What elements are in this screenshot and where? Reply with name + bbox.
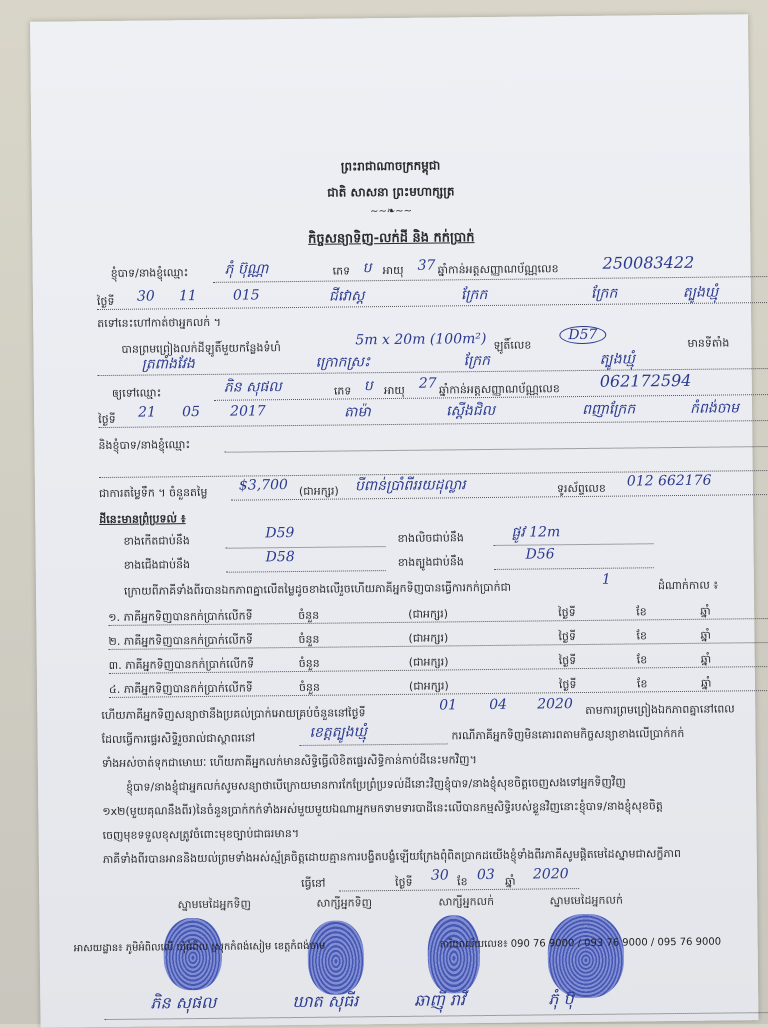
boundary-line-1 [226, 546, 386, 549]
buyer1-label: ឲ្យទៅឈ្មោះ [111, 386, 162, 400]
land-province: ត្បូងឃ្មុំ [599, 351, 635, 368]
signature-name: ភុំ ប៊ុ [548, 989, 574, 1009]
commitment-line1a: ហើយភាគីអ្នកទិញសន្យាថានឹងប្រគល់ប្រាក់អោយគ្រប់ចំនួននៅថ្ងៃទី [101, 706, 366, 723]
thumbprint-seller-witness [427, 915, 480, 994]
thumbprint-buyer-witness [307, 920, 364, 995]
payment-row-date-label: ថ្ងៃទី [558, 678, 577, 692]
commitment-year: 2020 [537, 696, 573, 713]
seller-sex-label: ភេទ [332, 264, 351, 278]
payment-count-suffix: ដំណាក់កាល ៖ [657, 578, 719, 593]
seller-name-label: ខ្ញុំបាទ/នាងខ្ញុំឈ្មោះ [110, 266, 189, 280]
seller-extra: តទៅនេះហៅកាត់ថាអ្នកលក់ ។ [97, 315, 222, 331]
payment-row-month-label: ខែ [636, 677, 648, 691]
commitment-place-line [300, 743, 448, 746]
payment-intro: ក្រោយពីភាគីទាំងពីរបានឯកភាពគ្នាលើតម្លៃដូចខាងលើរួចហើយភាគីអ្នកទិញបានធ្វើការកក់ប្រាក់ជា [123, 580, 512, 598]
payment-row-amount-label: ចំនួន [298, 656, 320, 670]
payment-row-amount-label: ចំនួន [298, 608, 320, 622]
boundaries-title: ដីនេះមានព្រំប្រទល់ ៖ [99, 512, 186, 527]
payment-row-label: ១. ភាគីអ្នកទិញបានកក់ប្រាក់លើកទី [108, 609, 253, 624]
contract-document [30, 14, 758, 1027]
commitment-line1b: តាមការព្រមព្រៀងឯកភាពគ្នានៅពេល [585, 702, 735, 717]
seller-age-label: អាយុ [382, 263, 404, 278]
buyer1-dob-month: 05 [182, 404, 201, 421]
land-lot: D57 [559, 326, 606, 344]
seller-dob-day: 30 [136, 288, 155, 305]
price-label: ជាការតម្លៃទឹក ។ ចំនួនតម្លៃ [98, 485, 208, 501]
date-prefix: ធ្វើនៅ [300, 876, 326, 890]
payment-row-label: ២. ភាគីអ្នកទិញបានកក់ប្រាក់លើកទី [108, 633, 253, 648]
date-month-label: ខែ [456, 875, 468, 889]
signature-label: សាក្សីអ្នកទិញ [316, 896, 373, 910]
footer-address: អាសយដ្ឋាន៖ ភូមិអំពិលលើ ឃុំអំពិល ស្រុកកំពង់សៀម ខេត្តកំពង់ចាម [73, 940, 326, 955]
seller-id: 250083422 [602, 252, 695, 273]
payment-row-amount-label: ចំនួន [298, 632, 320, 646]
payment-row-month-label: ខែ [636, 629, 648, 643]
buyer1-dob-label: ថ្ងៃទី [98, 412, 116, 427]
kingdom-heading: ព្រះរាជាណាចក្រកម្ពុជា [340, 158, 441, 174]
payment-count: 1 [601, 571, 611, 588]
boundary-north: D58 [265, 549, 295, 566]
land-district: ក្រែក [463, 352, 491, 370]
date-day: 30 [430, 867, 449, 884]
payment-row-date-label: ថ្ងៃទី [558, 630, 577, 644]
date-day-label: ថ្ងៃទី [394, 875, 413, 889]
payment-row-label: ៣. ភាគីអ្នកទិញបានកក់ប្រាក់លើកទី [108, 657, 255, 672]
buyer1-address-line [98, 420, 768, 428]
buyer2-label: និងខ្ញុំបាទ/នាងខ្ញុំឈ្មោះ [98, 438, 191, 453]
buyer2-name-line [225, 446, 768, 453]
payment-row-year-label: ឆ្នាំ [700, 676, 712, 690]
ornament: ~~❧~~ [370, 205, 413, 218]
boundary-line-4 [494, 567, 654, 570]
document-title: កិច្ចសន្យាទិញ-លក់ដី និង កក់ប្រាក់ [308, 230, 475, 247]
price-phone-label: ទូរស័ព្ទលេខ [556, 481, 606, 496]
boundary-west: ផ្លូវ 12m [511, 524, 561, 541]
boundary-east: D59 [265, 525, 295, 542]
payment-row-words-label: (ជាអក្សរ) [408, 679, 449, 693]
price-words: បីពាន់ប្រាំពីររយដុល្លារ [354, 477, 466, 495]
commitment-para2-1: ខ្ញុំបាទ/នាងខ្ញុំជាអ្នកលក់សូមសន្យាថាបើក្រោយមានការកែប្រែព្រំប្រទល់ដីនោះវិញខ្ញុំបាទ/នាងខ្ញុំសុខចិត្តចេញសងទៅអ្នកទិញវិញ [125, 775, 626, 794]
buyer1-village: តាម៉ា [344, 404, 371, 421]
commitment-para2-2: ១x២(មួយគុណនឹងពីរ)នៃចំនួនប្រាក់កក់ទាំងអស់មួយមួយឯណាអ្នកមកទាមទារបាដីនេះលើបានកម្មសិទ្ធិរបស់ខ្លួនវិញនោះខ្ញុំបាទ/នាងខ្ញុំសុខចិត្ត [102, 799, 663, 819]
buyer1-commune: ស្ដើងជិល [446, 402, 496, 420]
signature-name: ឆាញ៉ី រាវី [414, 990, 466, 1010]
boundary-south-label: ខាងត្បូងជាប់នឹង [397, 555, 464, 569]
boundary-north-label: ខាងជើងជាប់នឹង [123, 558, 191, 572]
boundary-west-label: ខាងលិចជាប់នឹង [397, 531, 464, 545]
seller-village: ជីវោស្ត [328, 288, 365, 305]
payment-row-words-label: (ជាអក្សរ) [408, 607, 449, 621]
payment-row-label: ៤. ភាគីអ្នកទិញបានកក់ប្រាក់លើកទី [108, 681, 253, 696]
seller-commune: ក្រែក [460, 286, 488, 304]
seller-dob-label: ថ្ងៃទី [96, 294, 115, 309]
commitment-para2-3: ចេញមុខទទួលខុសត្រូវចំពោះមុខច្បាប់ជាធរមាន។ [102, 826, 300, 843]
commitment-line2b: ករណីភាគីអ្នកទិញមិនគោរពតាមកិច្ចសន្យាខាងលើប្រាក់កក់ [451, 726, 685, 743]
buyer1-age: 27 [418, 375, 437, 392]
commitment-line3: ទាំងអស់ចាត់ទុកជាមោឃៈ ហើយភាគីអ្នកលក់មានសិទ្ធិធ្វើលិខិតផ្ទេរសិទ្ធិកាន់កាប់ដីនេះមកវិញ។ [101, 753, 477, 771]
payment-row-year-label: ឆ្នាំ [700, 652, 712, 666]
buyer1-sex-label: ភេទ [333, 384, 352, 398]
land-intro: បានព្រមព្រៀងលក់ដីឡូតិ៍មួយកន្លែងទំហំ [121, 341, 281, 356]
seller-dob-month: 11 [178, 288, 197, 305]
seller-name: ភុំ ប៊ុណ្ណា [224, 261, 269, 278]
payment-row-words-label: (ជាអក្សរ) [408, 655, 449, 669]
land-location-label: មានទីតាំង [687, 336, 730, 350]
payment-row-date-label: ថ្ងៃទី [558, 654, 577, 668]
footer-phones: ការិយាល័យលេខ៖ 090 76 9000 / 093 76 9000 / 095 76 9000 [439, 936, 722, 951]
price-words-label: (ជាអក្សរ) [298, 484, 339, 498]
boundary-south: D56 [525, 546, 555, 563]
buyer1-district: ពញាក្រែក [582, 401, 636, 418]
land-lot-label: ឡូតិ៍លេខ [493, 338, 532, 352]
buyer1-name: ភិន សុផល [223, 379, 282, 396]
motto-heading: ជាតិ សាសនា ព្រះមហាក្សត្រ [327, 184, 455, 200]
signature-label: ស្នាមមេដៃអ្នកលក់ [549, 893, 623, 908]
date-month: 03 [476, 866, 495, 884]
date-year-label: ឆ្នាំ [504, 874, 516, 888]
seller-id-label: ឆ្នាំកាន់អត្តសញ្ញាណប័ណ្ណលេខ [437, 262, 559, 277]
buyer1-province: កំពង់ចាម [690, 400, 740, 417]
boundary-east-label: ខាងកើតជាប់នឹង [123, 534, 190, 548]
seller-age: 37 [417, 257, 436, 274]
commitment-para3: ភាគីទាំងពីរបានអាននិងយល់ព្រមទាំងអស់ស្ម័គ្រចិត្តដោយគ្មានការបង្ខិតបង្ខំឡើយក្រែងពុំពិតប្រាកដយើងខ្ញុំទាំងពីរភាគីសូមផ្តិតមេដៃស្នាមជាសក្ខីភាព [102, 846, 681, 867]
payment-row-month-label: ខែ [636, 605, 647, 619]
payment-row-words-label: (ជាអក្សរ) [408, 631, 449, 645]
seller-dob-year: 015 [232, 287, 260, 304]
payment-row-month-label: ខែ [636, 653, 648, 667]
seller-address-line [97, 302, 768, 310]
land-village: ត្រពាំងវែង [141, 356, 195, 373]
seller-district: ក្រែក [590, 285, 618, 302]
boundary-line-3 [226, 570, 386, 573]
seller-sex: ប [362, 260, 372, 277]
thumbprint-seller [547, 914, 624, 999]
signature-label: សាក្សីអ្នកលក់ [438, 894, 495, 909]
commitment-day: 01 [439, 697, 458, 714]
payment-row-date-label: ថ្ងៃទី [558, 606, 576, 620]
price-amount: $3,700 [238, 477, 288, 494]
buyer1-dob-day: 21 [138, 404, 157, 421]
signature-label: ស្នាមមេដៃអ្នកទិញ [177, 897, 251, 912]
land-size: 5m x 20m (100m²) [355, 330, 487, 349]
buyer1-age-label: អាយុ [383, 383, 405, 398]
commitment-place: ខេត្តត្បូងឃ្មុំ [309, 724, 368, 741]
buyer1-id-label: ឆ្នាំកាន់អត្តសញ្ញាណប័ណ្ណលេខ [438, 382, 560, 397]
land-commune: ក្រោកស្រះ [315, 354, 371, 371]
date-year: 2020 [532, 866, 569, 883]
buyer1-id: 062172594 [599, 370, 692, 391]
payment-row-amount-label: ចំនួន [298, 680, 321, 694]
payment-row-year-label: ឆ្នាំ [700, 628, 712, 642]
buyer1-dob-year: 2017 [230, 403, 266, 420]
seller-province: ត្បូងឃ្មុំ [682, 284, 719, 301]
commitment-line2a: ដែលធ្វើការផ្ទេរសិទ្ធិរួចរាល់ជាស្ថាពរនៅ [101, 731, 256, 747]
price-phone: 012 662176 [626, 472, 712, 490]
payment-row-year-label: ឆ្នាំ [700, 604, 711, 618]
buyer1-sex: ប [363, 378, 373, 395]
commitment-month: 04 [489, 696, 508, 713]
signature-name: ឃាត សុធីរ [292, 991, 359, 1012]
signature-name: ភិន សុផល [150, 992, 217, 1013]
